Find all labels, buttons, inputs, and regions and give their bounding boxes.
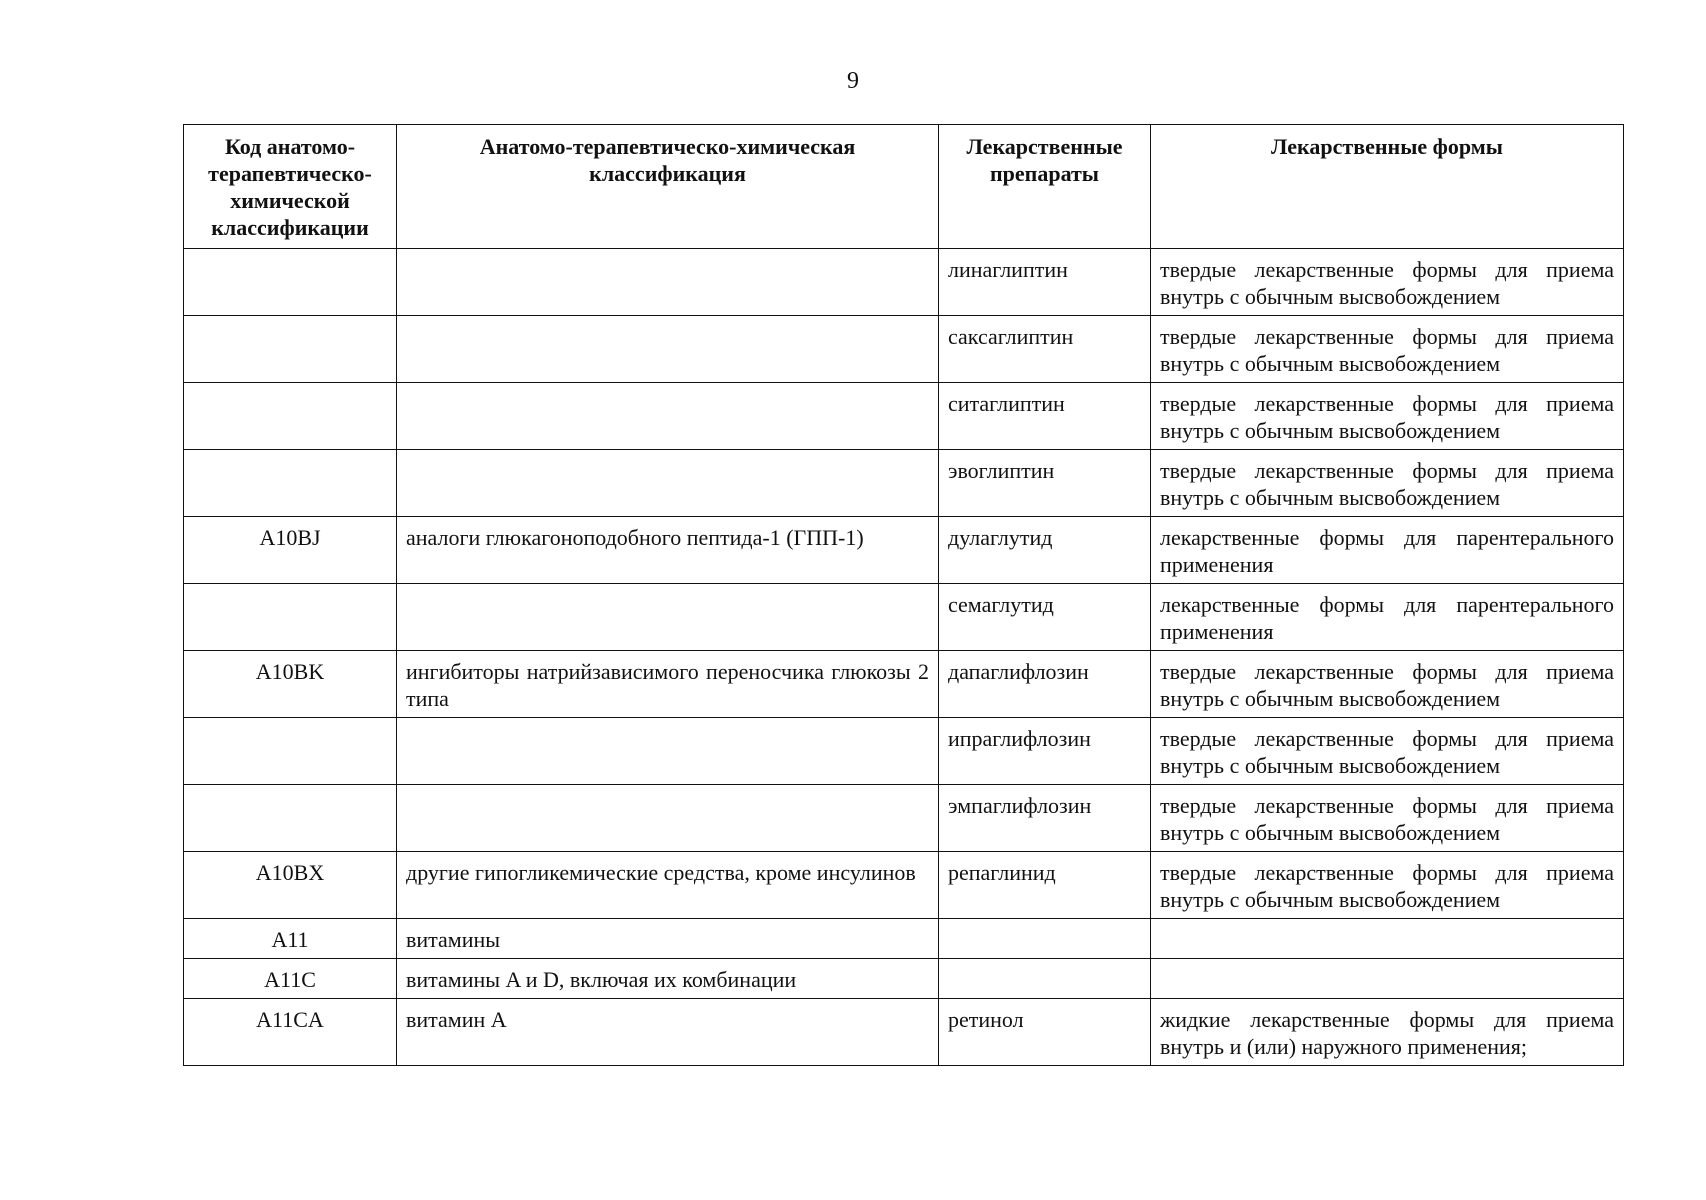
header-drugs: Лекарственные препараты (939, 125, 1151, 249)
table-row (184, 785, 1624, 852)
atc-code-cell (184, 785, 397, 852)
table-row (184, 450, 1624, 517)
dosage-form-cell: лекарственные формы для парентерального применения (1151, 517, 1624, 584)
classification-cell (397, 584, 939, 651)
atc-table (183, 124, 1624, 1066)
drug-cell: ипраглифлозин (939, 718, 1151, 785)
header-atc-classification: Анатомо-терапевтическо-химическая классификация (397, 125, 939, 249)
atc-code-cell: A10BX (184, 852, 397, 919)
dosage-form-cell: твердые лекарственные формы для приема внутрь с обычным высвобождением (1151, 785, 1624, 852)
table-row (184, 517, 1624, 584)
atc-code-cell (184, 718, 397, 785)
classification-cell (397, 249, 939, 316)
drug-cell: ретинол (939, 999, 1151, 1066)
drug-cell: репаглинид (939, 852, 1151, 919)
drug-cell: эвоглиптин (939, 450, 1151, 517)
atc-code-cell (184, 249, 397, 316)
dosage-form-cell: твердые лекарственные формы для приема внутрь с обычным высвобождением (1151, 718, 1624, 785)
header-atc-code: Код анатомо-терапевтическо-химической классификации (184, 125, 397, 249)
dosage-form-cell: твердые лекарственные формы для приема внутрь с обычным высвобождением (1151, 316, 1624, 383)
table-row (184, 651, 1624, 718)
dosage-form-cell: жидкие лекарственные формы для приема внутрь и (или) наружного применения; (1151, 999, 1624, 1066)
drug-cell: дапаглифлозин (939, 651, 1151, 718)
drug-cell: эмпаглифлозин (939, 785, 1151, 852)
atc-code-cell: A11C (184, 959, 397, 999)
table-header-row (184, 125, 1624, 249)
dosage-form-cell: лекарственные формы для парентерального применения (1151, 584, 1624, 651)
classification-cell (397, 383, 939, 450)
drug-cell: саксаглиптин (939, 316, 1151, 383)
atc-code-cell (184, 450, 397, 517)
table-row (184, 959, 1624, 999)
atc-code-cell: A10BJ (184, 517, 397, 584)
classification-cell: витамины (397, 919, 939, 959)
table-row (184, 316, 1624, 383)
classification-cell: аналоги глюкагоноподобного пептида-1 (ГПП-1) (397, 517, 939, 584)
classification-cell (397, 316, 939, 383)
dosage-form-cell: твердые лекарственные формы для приема внутрь с обычным высвобождением (1151, 852, 1624, 919)
table-row (184, 718, 1624, 785)
header-dosage-forms: Лекарственные формы (1151, 125, 1624, 249)
drug-cell: ситаглиптин (939, 383, 1151, 450)
atc-code-cell (184, 383, 397, 450)
classification-cell (397, 785, 939, 852)
page-number: 9 (847, 68, 859, 94)
drug-cell: линаглиптин (939, 249, 1151, 316)
drug-cell (939, 959, 1151, 999)
atc-code-cell: A11CA (184, 999, 397, 1066)
dosage-form-cell (1151, 919, 1624, 959)
table-row (184, 999, 1624, 1066)
classification-cell: витамин A (397, 999, 939, 1066)
table-row (184, 383, 1624, 450)
table-row (184, 584, 1624, 651)
drug-cell (939, 919, 1151, 959)
table-row (184, 249, 1624, 316)
classification-cell: другие гипогликемические средства, кроме инсулинов (397, 852, 939, 919)
classification-cell (397, 450, 939, 517)
classification-cell: витамины A и D, включая их комбинации (397, 959, 939, 999)
table-row (184, 919, 1624, 959)
atc-code-cell (184, 316, 397, 383)
classification-cell: ингибиторы натрийзависимого переносчика глюкозы 2 типа (397, 651, 939, 718)
atc-code-cell (184, 584, 397, 651)
dosage-form-cell: твердые лекарственные формы для приема внутрь с обычным высвобождением (1151, 383, 1624, 450)
atc-code-cell: A11 (184, 919, 397, 959)
dosage-form-cell (1151, 959, 1624, 999)
atc-code-cell: A10BK (184, 651, 397, 718)
dosage-form-cell: твердые лекарственные формы для приема внутрь с обычным высвобождением (1151, 651, 1624, 718)
dosage-form-cell: твердые лекарственные формы для приема внутрь с обычным высвобождением (1151, 450, 1624, 517)
table-row (184, 852, 1624, 919)
drug-cell: семаглутид (939, 584, 1151, 651)
classification-cell (397, 718, 939, 785)
drug-cell: дулаглутид (939, 517, 1151, 584)
dosage-form-cell: твердые лекарственные формы для приема внутрь с обычным высвобождением (1151, 249, 1624, 316)
